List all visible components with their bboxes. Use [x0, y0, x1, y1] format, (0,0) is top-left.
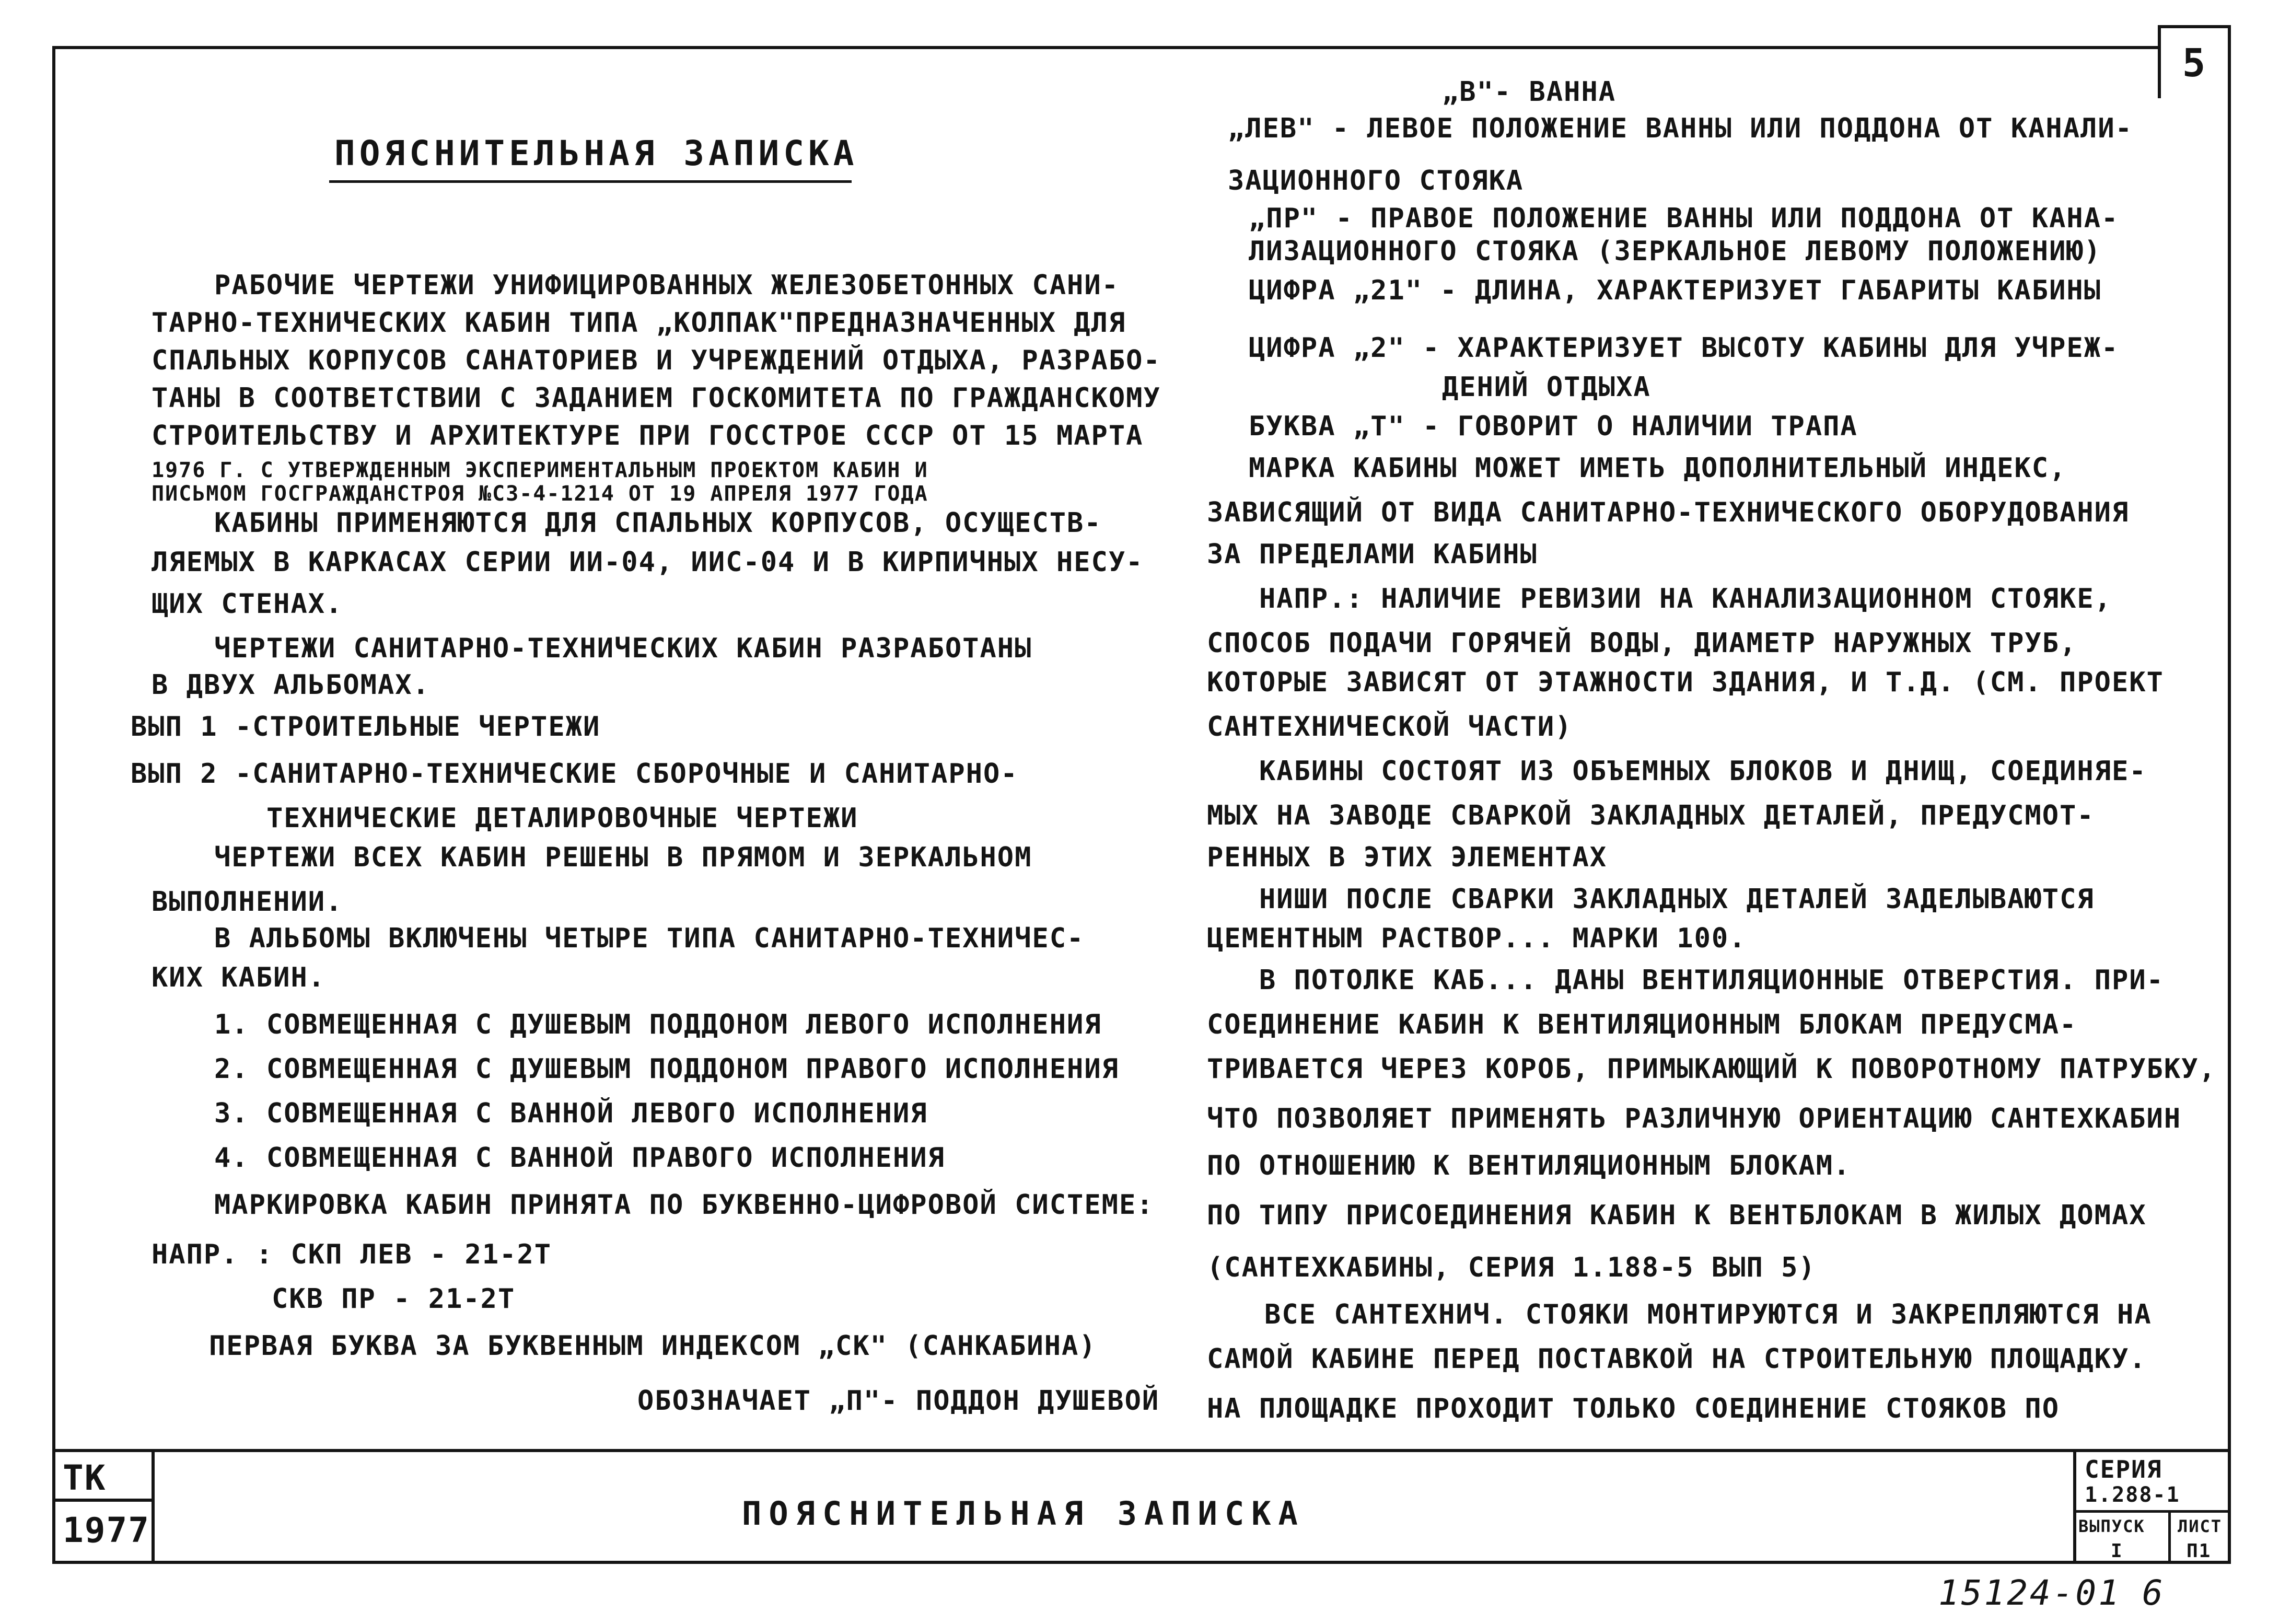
- left-line-9: ЛЯЕМЫХ В КАРКАСАХ СЕРИИ ИИ-04, ИИС-04 И В КИРПИЧНЫХ НЕСУ-: [152, 547, 1144, 578]
- stamp-issue-value: I: [2111, 1540, 2123, 1562]
- right-line-15: КОТОРЫЕ ЗАВИСЯТ ОТ ЭТАЖНОСТИ ЗДАНИЯ, И Т.Д. (СМ. ПРОЕКТ: [1207, 667, 2164, 698]
- left-line-3: СПАЛЬНЫХ КОРПУСОВ САНАТОРИЕВ И УЧРЕЖДЕНИЙ ОТДЫХА, РАЗРАБО-: [152, 345, 1161, 376]
- left-line-6: 1976 Г. С УТВЕРЖДЕННЫМ ЭКСПЕРИМЕНТАЛЬНЫМ ПРОЕКТОМ КАБИН И: [152, 458, 928, 482]
- right-line-29: ВСЕ САНТЕХНИЧ. СТОЯКИ МОНТИРУЮТСЯ И ЗАКРЕПЛЯЮТСЯ НА: [1264, 1299, 2152, 1330]
- left-line-17: ВЫПОЛНЕНИИ.: [152, 886, 343, 918]
- right-line-20: НИШИ ПОСЛЕ СВАРКИ ЗАКЛАДНЫХ ДЕТАЛЕЙ ЗАДЕЛЫВАЮТСЯ: [1259, 884, 2095, 915]
- left-line-24: МАРКИРОВКА КАБИН ПРИНЯТА ПО БУКВЕННО-ЦИФРОВОЙ СИСТЕМЕ:: [214, 1189, 1154, 1221]
- right-line-7: ЦИФРА „2" - ХАРАКТЕРИЗУЕТ ВЫСОТУ КАБИНЫ ДЛЯ УЧРЕЖ-: [1249, 332, 2119, 364]
- right-line-6: ЦИФРА „21" - ДЛИНА, ХАРАКТЕРИЗУЕТ ГАБАРИТЫ КАБИНЫ: [1249, 275, 2102, 306]
- left-line-25: НАПР. : СКП ЛЕВ - 21-2Т: [152, 1239, 552, 1270]
- left-line-2: ТАРНО-ТЕХНИЧЕСКИХ КАБИН ТИПА „КОЛПАК"ПРЕДНАЗНАЧЕННЫХ ДЛЯ: [152, 307, 1126, 339]
- right-line-22: В ПОТОЛКЕ КАБ... ДАНЫ ВЕНТИЛЯЦИОННЫЕ ОТВЕРСТИЯ. ПРИ-: [1259, 965, 2164, 996]
- stamp-right-divider: [2073, 1449, 2076, 1564]
- left-line-10: ЩИХ СТЕНАХ.: [152, 588, 343, 620]
- right-line-11: ЗАВИСЯЩИЙ ОТ ВИДА САНИТАРНО-ТЕХНИЧЕСКОГО ОБОРУДОВАНИЯ: [1207, 497, 2130, 528]
- left-line-20: 1. СОВМЕЩЕННАЯ С ДУШЕВЫМ ПОДДОНОМ ЛЕВОГО ИСПОЛНЕНИЯ: [214, 1009, 1102, 1040]
- right-line-16: САНТЕХНИЧЕСКОЙ ЧАСТИ): [1207, 711, 1573, 743]
- right-line-4: „ПР" - ПРАВОЕ ПОЛОЖЕНИЕ ВАННЫ ИЛИ ПОДДОНА ОТ КАНА-: [1249, 203, 2119, 234]
- left-line-14: ВЫП 2 -САНИТАРНО-ТЕХНИЧЕСКИЕ СБОРОЧНЫЕ И САНИТАРНО-: [131, 758, 1018, 790]
- left-line-12: В ДВУХ АЛЬБОМАХ.: [152, 669, 430, 701]
- right-line-9: БУКВА „Т" - ГОВОРИТ О НАЛИЧИИ ТРАПА: [1249, 411, 1858, 442]
- right-line-31: НА ПЛОЩАДКЕ ПРОХОДИТ ТОЛЬКО СОЕДИНЕНИЕ СТОЯКОВ ПО: [1207, 1393, 2060, 1424]
- left-line-27: ПЕРВАЯ БУКВА ЗА БУКВЕННЫМ ИНДЕКСОМ „СК" (САНКАБИНА): [209, 1330, 1097, 1362]
- right-line-18: МЫХ НА ЗАВОДЕ СВАРКОЙ ЗАКЛАДНЫХ ДЕТАЛЕЙ, ПРЕДУСМОТ-: [1207, 800, 2095, 831]
- left-line-16: ЧЕРТЕЖИ ВСЕХ КАБИН РЕШЕНЫ В ПРЯМОМ И ЗЕРКАЛЬНОМ: [214, 842, 1032, 873]
- stamp-right-split: [2073, 1510, 2231, 1513]
- right-line-8: ДЕНИЙ ОТДЫХА: [1442, 372, 1651, 403]
- stamp-sheet-value: П1: [2187, 1540, 2212, 1562]
- stamp-series-label: СЕРИЯ: [2085, 1455, 2162, 1483]
- title-underline: [329, 180, 852, 183]
- right-line-10: МАРКА КАБИНЫ МОЖЕТ ИМЕТЬ ДОПОЛНИТЕЛЬНЫЙ ИНДЕКС,: [1249, 453, 2067, 484]
- right-line-12: ЗА ПРЕДЕЛАМИ КАБИНЫ: [1207, 539, 1538, 570]
- left-line-1: РАБОЧИЕ ЧЕРТЕЖИ УНИФИЦИРОВАННЫХ ЖЕЛЕЗОБЕТОННЫХ САНИ-: [214, 270, 1119, 301]
- right-line-13: НАПР.: НАЛИЧИЕ РЕВИЗИИ НА КАНАЛИЗАЦИОННОМ СТОЯКЕ,: [1259, 583, 2112, 614]
- left-line-18: В АЛЬБОМЫ ВКЛЮЧЕНЫ ЧЕТЫРЕ ТИПА САНИТАРНО-ТЕХНИЧЕС-: [214, 923, 1085, 954]
- left-line-19: КИХ КАБИН.: [152, 962, 326, 993]
- right-line-30: САМОЙ КАБИНЕ ПЕРЕД ПОСТАВКОЙ НА СТРОИТЕЛЬНУЮ ПЛОЩАДКУ.: [1207, 1343, 2147, 1375]
- left-line-23: 4. СОВМЕЩЕННАЯ С ВАННОЙ ПРАВОГО ИСПОЛНЕНИЯ: [214, 1142, 945, 1174]
- right-line-26: ПО ОТНОШЕНИЮ К ВЕНТИЛЯЦИОННЫМ БЛОКАМ.: [1207, 1150, 1851, 1181]
- left-line-4: ТАНЫ В СООТВЕТСТВИИ С ЗАДАНИЕМ ГОСКОМИТЕТА ПО ГРАЖДАНСКОМУ: [152, 382, 1161, 414]
- page-title: ПОЯСНИТЕЛЬНАЯ ЗАПИСКА: [334, 133, 858, 173]
- right-line-23: СОЕДИНЕНИЕ КАБИН К ВЕНТИЛЯЦИОННЫМ БЛОКАМ ПРЕДУСМА-: [1207, 1009, 2077, 1040]
- archive-number: 15124-01: [1938, 1573, 2121, 1613]
- sheet-number: 5: [2158, 25, 2231, 98]
- right-line-17: КАБИНЫ СОСТОЯТ ИЗ ОБЪЕМНЫХ БЛОКОВ И ДНИЩ, СОЕДИНЯЕ-: [1259, 756, 2147, 787]
- archive-page: 6: [2142, 1573, 2164, 1613]
- left-line-15: ТЕХНИЧЕСКИЕ ДЕТАЛИРОВОЧНЫЕ ЧЕРТЕЖИ: [266, 803, 858, 834]
- right-line-28: (САНТЕХКАБИНЫ, СЕРИЯ 1.188-5 ВЫП 5): [1207, 1252, 1816, 1283]
- right-line-24: ТРИВАЕТСЯ ЧЕРЕЗ КОРОБ, ПРИМЫКАЮЩИЙ К ПОВОРОТНОМУ ПАТРУБКУ,: [1207, 1053, 2216, 1085]
- left-line-28: ОБОЗНАЧАЕТ „П"- ПОДДОН ДУШЕВОЙ: [637, 1385, 1160, 1417]
- right-line-2: „ЛЕВ" - ЛЕВОЕ ПОЛОЖЕНИЕ ВАННЫ ИЛИ ПОДДОНА ОТ КАНАЛИ-: [1228, 113, 2133, 144]
- left-line-21: 2. СОВМЕЩЕННАЯ С ДУШЕВЫМ ПОДДОНОМ ПРАВОГО ИСПОЛНЕНИЯ: [214, 1053, 1119, 1085]
- stamp-left-split: [52, 1499, 154, 1502]
- left-line-7: ПИСЬМОМ ГОСГРАЖДАНСТРОЯ №СЗ-4-1214 ОТ 19 АПРЕЛЯ 1977 ГОДА: [152, 482, 928, 506]
- left-line-26: СКВ ПР - 21-2Т: [272, 1283, 516, 1315]
- stamp-year: 1977: [63, 1510, 150, 1550]
- stamp-series-value: 1.288-1: [2085, 1483, 2180, 1507]
- stamp-title: ПОЯСНИТЕЛЬНАЯ ЗАПИСКА: [742, 1494, 1305, 1533]
- right-line-3: ЗАЦИОННОГО СТОЯКА: [1228, 165, 1524, 196]
- stamp-issue-sheet-divider: [2168, 1510, 2171, 1564]
- stamp-left-divider: [152, 1449, 155, 1564]
- stamp-issue-label: ВЫПУСК: [2078, 1516, 2145, 1536]
- left-line-13: ВЫП 1 -СТРОИТЕЛЬНЫЕ ЧЕРТЕЖИ: [131, 711, 601, 743]
- right-line-5: ЛИЗАЦИОННОГО СТОЯКА (ЗЕРКАЛЬНОЕ ЛЕВОМУ ПОЛОЖЕНИЮ): [1249, 236, 2102, 267]
- right-line-27: ПО ТИПУ ПРИСОЕДИНЕНИЯ КАБИН К ВЕНТБЛОКАМ В ЖИЛЫХ ДОМАХ: [1207, 1200, 2147, 1231]
- right-line-19: РЕННЫХ В ЭТИХ ЭЛЕМЕНТАХ: [1207, 842, 1608, 873]
- left-line-5: СТРОИТЕЛЬСТВУ И АРХИТЕКТУРЕ ПРИ ГОССТРОЕ СССР ОТ 15 МАРТА: [152, 420, 1144, 451]
- right-line-14: СПОСОБ ПОДАЧИ ГОРЯЧЕЙ ВОДЫ, ДИАМЕТР НАРУЖНЫХ ТРУБ,: [1207, 628, 2077, 659]
- left-line-22: 3. СОВМЕЩЕННАЯ С ВАННОЙ ЛЕВОГО ИСПОЛНЕНИЯ: [214, 1098, 928, 1129]
- stamp-top-rule: [52, 1449, 2231, 1452]
- right-line-25: ЧТО ПОЗВОЛЯЕТ ПРИМЕНЯТЬ РАЗЛИЧНУЮ ОРИЕНТАЦИЮ САНТЕХКАБИН: [1207, 1103, 2182, 1134]
- stamp-org: ТК: [63, 1458, 107, 1498]
- stamp-sheet-label: ЛИСТ: [2178, 1516, 2223, 1536]
- right-line-21: ЦЕМЕНТНЫМ РАСТВОР... МАРКИ 100.: [1207, 923, 1747, 954]
- left-line-11: ЧЕРТЕЖИ САНИТАРНО-ТЕХНИЧЕСКИХ КАБИН РАЗРАБОТАНЫ: [214, 633, 1032, 664]
- right-line-1: „В"- ВАННА: [1442, 76, 1617, 108]
- left-line-8: КАБИНЫ ПРИМЕНЯЮТСЯ ДЛЯ СПАЛЬНЫХ КОРПУСОВ, ОСУЩЕСТВ-: [214, 507, 1102, 539]
